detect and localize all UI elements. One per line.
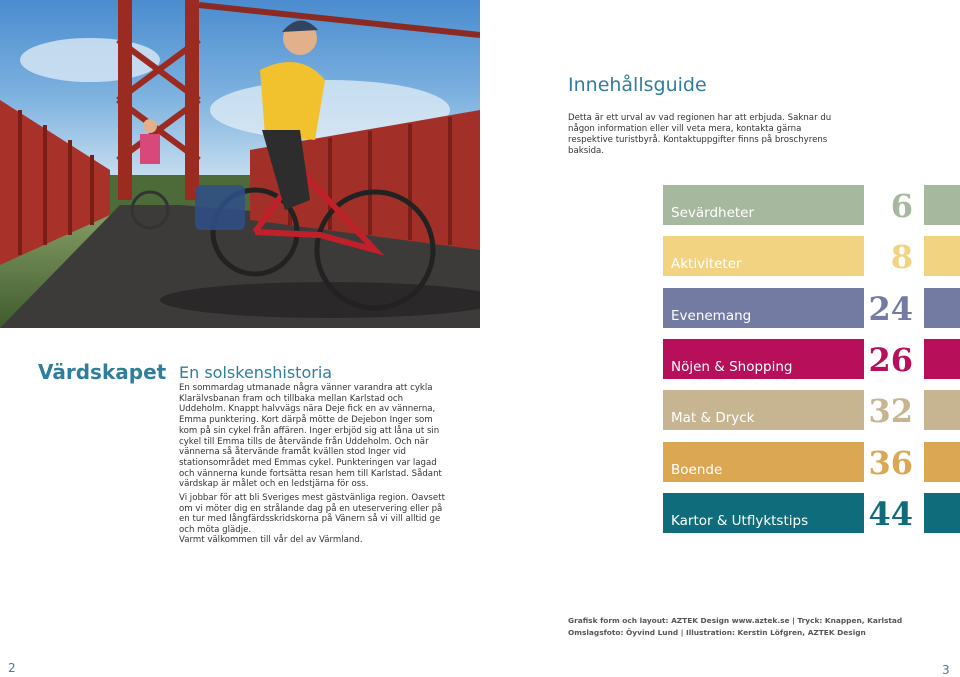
credits xyxy=(568,615,902,638)
page-number-left: 2 xyxy=(8,661,16,675)
toc-color-tab xyxy=(924,390,960,430)
toc-entry[interactable] xyxy=(663,236,960,276)
toc-label: Aktiviteter xyxy=(671,256,742,272)
toc-color-bar xyxy=(663,390,864,430)
toc-color-tab xyxy=(924,288,960,328)
toc-entry[interactable] xyxy=(663,493,960,533)
toc-page-number: 36 xyxy=(868,444,913,482)
toc-color-bar xyxy=(663,339,864,379)
toc-label: Boende xyxy=(671,462,723,478)
story-heading: En solskenshistoria xyxy=(179,363,333,382)
page-number-right: 3 xyxy=(942,663,950,677)
toc-color-bar xyxy=(663,185,864,225)
cycling-bridge-illustration xyxy=(0,0,480,328)
toc-page-number: 24 xyxy=(868,290,913,328)
toc-entry[interactable] xyxy=(663,339,960,379)
section-title: Värdskapet xyxy=(38,360,167,384)
toc-entry[interactable] xyxy=(663,442,960,482)
guide-title: Innehållsguide xyxy=(568,74,707,96)
toc-color-tab xyxy=(924,442,960,482)
toc-entry[interactable] xyxy=(663,390,960,430)
toc-label: Nöjen & Shopping xyxy=(671,359,793,375)
credits-line: Omslagsfoto: Öyvind Lund | Illustration: Kerstin Löfgren, AZTEK Design xyxy=(568,627,866,637)
toc-page-number: 44 xyxy=(868,495,913,533)
toc-color-tab xyxy=(924,339,960,379)
story-closing-line: Varmt välkommen till vår del av Värmland. xyxy=(179,535,363,545)
toc-color-bar xyxy=(663,493,864,533)
guide-intro: Detta är ett urval av vad regionen har att erbjuda. Saknar du någon information eller vill veta mera, kontakta gärna respektive turistbyrå. Kontaktuppgifter finns på broschyrens baksida. xyxy=(568,113,832,156)
story-paragraph: En sommardag utmanade några vänner varandra att cykla Klarälvsbanan fram och tillbaka mellan Karlstad och Uddeholm. Knappt halvvägs nära Deje fick en av vännerna, Emma punktering. Kort därpå mötte de Dejebon Inger som kom på sin cykel från affären. Inger erbjöd sig att låna ut sin cykel till Emma tills de återvände från Uddeholm. Och när vännerna så återvände framåt kvällen stod Inger vid stationsområdet med Emmas cykel. Punkteringen var lagad och vännerna kunde fortsätta resan hem till Karlstad. Sådant värdskap är målet och en ledstjärna för oss. xyxy=(179,383,442,490)
toc-color-bar xyxy=(663,236,864,276)
toc-label: Kartor & Utflyktstips xyxy=(671,513,809,529)
toc-label: Mat & Dryck xyxy=(671,410,755,426)
toc-page-number: 6 xyxy=(890,187,913,225)
toc-label: Sevärdheter xyxy=(671,205,755,221)
toc-color-tab xyxy=(924,185,960,225)
toc-color-tab xyxy=(924,493,960,533)
toc-page-number: 32 xyxy=(868,392,913,430)
toc-entry[interactable] xyxy=(663,288,960,328)
toc-entry[interactable] xyxy=(663,185,960,225)
toc-color-bar xyxy=(663,288,864,328)
story-paragraph: Vi jobbar för att bli Sveriges mest gästvänliga region. Oavsett om vi möter dig en strålande dag på en uteservering eller på en tur med långfärdsskridskorna på Vänern så vi vill alltid ge och möta glädje. xyxy=(179,493,445,536)
toc-color-bar xyxy=(663,442,864,482)
cover-photo xyxy=(0,0,480,328)
toc-page-number: 26 xyxy=(868,341,913,379)
toc-color-tab xyxy=(924,236,960,276)
credits-line: Grafisk form och layout: AZTEK Design www.aztek.se | Tryck: Knappen, Karlstad xyxy=(568,616,903,625)
toc-label: Evenemang xyxy=(671,308,752,324)
toc-page-number: 8 xyxy=(890,238,913,276)
